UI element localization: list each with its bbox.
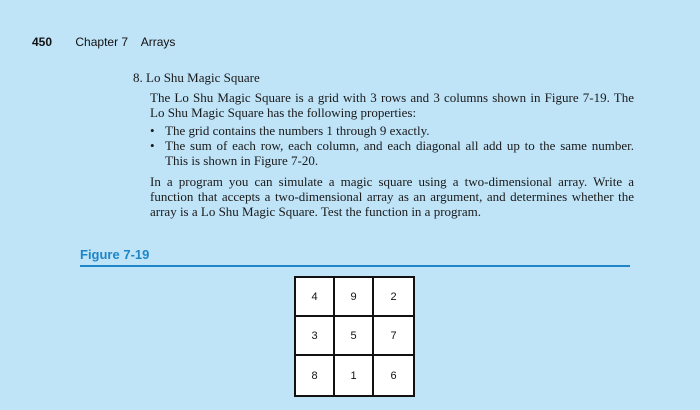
exercise-8 bbox=[133, 70, 633, 219]
exercise-task: In a program you can simulate a magic square using a two-dimensional array. Write a function that accepts a two-dimensional array as an argument, and determines whether the array is a Lo Shu Magic Square. Test the function in a program. bbox=[150, 174, 634, 219]
grid-cell-r2c3: 7 bbox=[374, 317, 413, 356]
figure-label: Figure 7-19 bbox=[80, 247, 150, 262]
grid-cell-r3c3: 6 bbox=[390, 369, 397, 382]
lo-shu-magic-square bbox=[294, 276, 415, 397]
grid-cell-r2c1: 3 bbox=[296, 317, 335, 356]
grid-cell-r3c2: 1 bbox=[335, 356, 374, 395]
running-head bbox=[32, 35, 175, 49]
exercise-title: 8. Lo Shu Magic Square bbox=[133, 70, 260, 85]
page-number: 450 bbox=[32, 35, 53, 49]
property-item: • The sum of each row, each column, and each diagonal all add up to the same number. This is shown in Figure 7-20. bbox=[150, 138, 634, 168]
chapter-title: Arrays bbox=[140, 35, 176, 49]
grid-cell-r2c2: 5 bbox=[335, 317, 374, 356]
grid-cell-r1c2: 9 bbox=[335, 278, 374, 317]
exercise-intro: The Lo Shu Magic Square is a grid with 3 rows and 3 columns shown in Figure 7-19. The Lo Shu Magic Square has the following properties: bbox=[150, 90, 634, 120]
property-list bbox=[150, 123, 634, 168]
grid-cell-r1c1: 4 bbox=[296, 278, 335, 317]
grid-cell-r3c1: 8 bbox=[296, 356, 335, 395]
property-item: • The grid contains the numbers 1 through 9 exactly. bbox=[150, 123, 634, 138]
chapter-label: Chapter 7 bbox=[75, 35, 129, 49]
figure-rule bbox=[80, 265, 630, 267]
grid-cell-r1c3: 2 bbox=[374, 278, 413, 317]
